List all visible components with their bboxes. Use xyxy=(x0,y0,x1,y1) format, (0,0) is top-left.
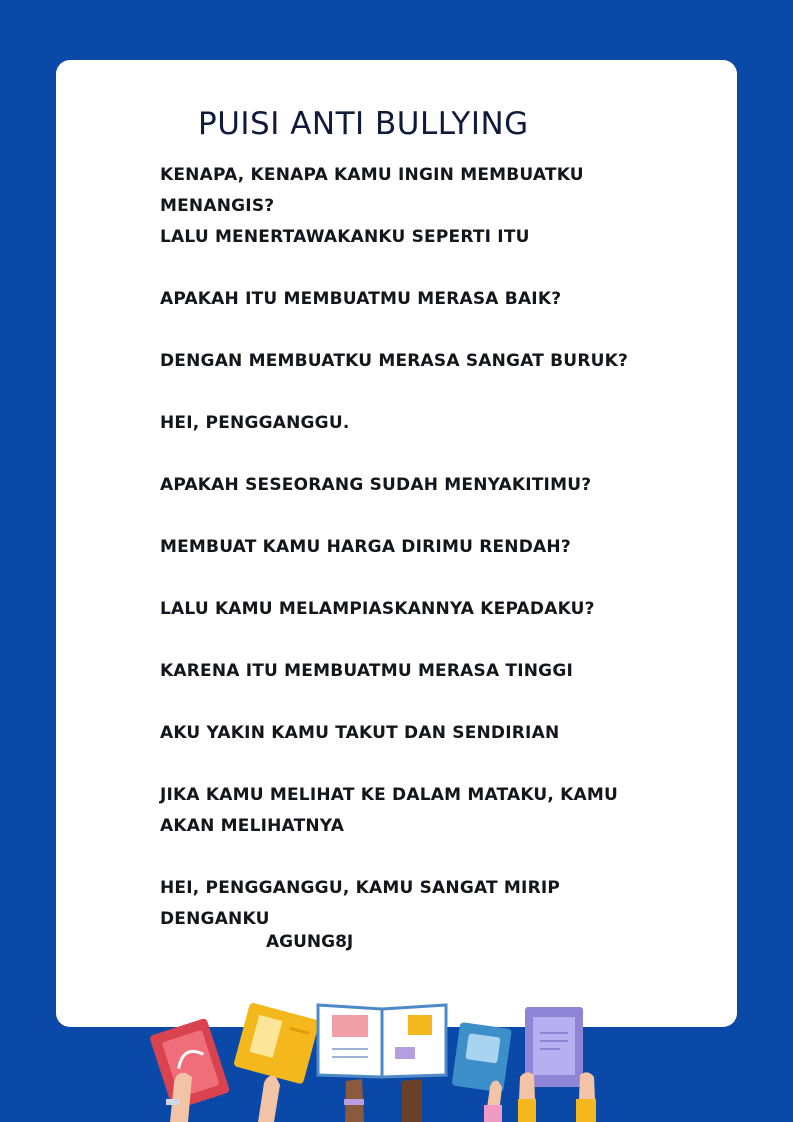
arm-icon xyxy=(258,1076,280,1122)
arm-icon xyxy=(402,1079,422,1122)
poem-line: LALU MENERTAWAKANKU SEPERTI ITU xyxy=(160,227,530,247)
poem-card xyxy=(56,60,737,1027)
poem-line: HEI, PENGGANGGU. xyxy=(160,413,350,433)
poem-line: JIKA KAMU MELIHAT KE DALAM MATAKU, KAMU AKAN MELIHATNYA xyxy=(160,785,619,836)
poem-line: LALU KAMU MELAMPIASKANNYA KEPADAKU? xyxy=(160,599,595,619)
blue-book-icon xyxy=(452,1022,512,1093)
poem-line: APAKAH SESEORANG SUDAH MENYAKITIMU? xyxy=(160,475,592,495)
poem-author: AGUNG8J xyxy=(266,932,354,952)
yellow-book-icon xyxy=(233,1002,320,1084)
open-book-icon xyxy=(318,1005,446,1077)
poem-line: KENAPA, KENAPA KAMU INGIN MEMBUATKU MENANGIS? xyxy=(160,165,584,216)
poem-line: DENGAN MEMBUATKU MERASA SANGAT BURUK? xyxy=(160,351,629,371)
poem-line: KARENA ITU MEMBUATMU MERASA TINGGI xyxy=(160,661,574,681)
poem-line: HEI, PENGGANGGU, KAMU SANGAT MIRIP DENGANKU xyxy=(160,878,561,929)
poem-title: PUISI ANTI BULLYING xyxy=(198,106,529,142)
hands-holding-books-illustration xyxy=(140,995,620,1122)
poem-line: AKU YAKIN KAMU TAKUT DAN SENDIRIAN xyxy=(160,723,560,743)
poem-line: MEMBUAT KAMU HARGA DIRIMU RENDAH? xyxy=(160,537,571,557)
poem-line: APAKAH ITU MEMBUATMU MERASA BAIK? xyxy=(160,289,562,309)
